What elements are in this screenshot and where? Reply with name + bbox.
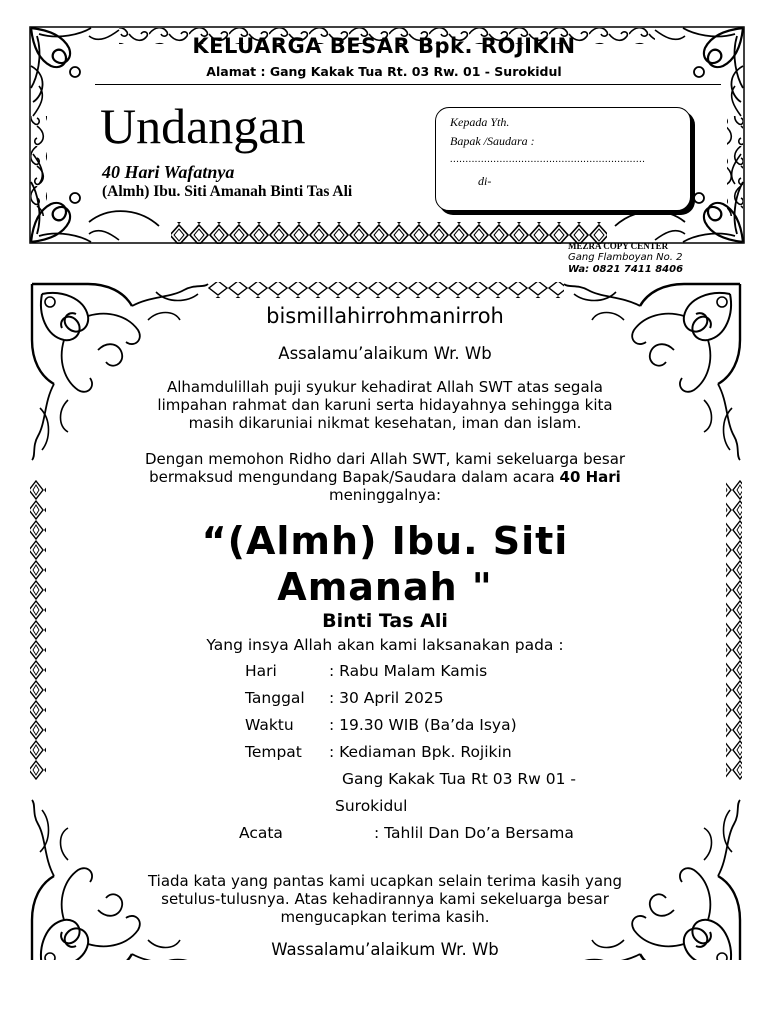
place-address-line: Gang Kakak Tua Rt 03 Rw 01 -	[342, 770, 576, 788]
invitation-line	[95, 468, 675, 486]
closing-line: Tiada kata yang pantas kami ucapkan selain terima kasih yang	[147, 872, 623, 890]
family-name-heading: KELUARGA BESAR Bpk. ROJIKIN	[192, 34, 576, 58]
time-value: : 19.30 WIB (Ba’da Isya)	[329, 716, 517, 734]
place-value: : Kediaman Bpk. Rojikin	[329, 743, 512, 761]
family-address: Alamat : Gang Kakak Tua Rt. 03 Rw. 01 - Surokidul	[206, 64, 562, 79]
gratitude-paragraph	[95, 378, 675, 432]
recipient-blank-line: ...............................................................	[450, 154, 646, 165]
page-bottom-margin	[0, 960, 768, 1024]
invitation-line-text: bermaksud mengundang Bapak/Saudara dalam acara	[149, 468, 560, 486]
schedule-intro: Yang insya Allah akan kami laksanakan pada :	[206, 636, 564, 654]
closing-greeting: Wassalamu’alaikum Wr. Wb	[271, 940, 499, 959]
recipient-greeting: Kepada Yth.	[450, 115, 510, 129]
time-label: Waktu	[245, 716, 294, 734]
agenda-label: Acata	[239, 824, 283, 842]
date-label: Tanggal	[245, 689, 305, 707]
gratitude-line: limpahan rahmat dan karuni serta hidayahnya sehingga kita	[157, 396, 613, 414]
invitation-title: Undangan	[100, 98, 306, 154]
printer-name: MEZRA COPY CENTER	[568, 241, 669, 251]
printer-phone: Wa: 0821 7411 8406	[568, 264, 684, 275]
place-address-line: Surokidul	[335, 797, 408, 815]
date-value: : 30 April 2025	[329, 689, 444, 707]
day-value: : Rabu Malam Kamis	[329, 662, 488, 680]
deceased-name-line: “(Almh) Ibu. Siti	[201, 519, 569, 563]
closing-line: setulus-tulusnya. Atas kehadirannya kami sekeluarga besar	[161, 890, 609, 908]
closing-line: mengucapkan terima kasih.	[280, 908, 490, 926]
opening-greeting: Assalamu’alaikum Wr. Wb	[278, 344, 492, 363]
printer-address: Gang Flamboyan No. 2	[568, 252, 683, 263]
agenda-value: : Tahlil Dan Do’a Bersama	[374, 824, 574, 842]
recipient-address-box	[435, 107, 691, 211]
deceased-name	[95, 518, 675, 610]
event-name-bold: 40 Hari	[559, 468, 621, 486]
day-label: Hari	[245, 662, 277, 680]
diamond-chain-icon	[208, 282, 564, 298]
deceased-name-short: (Almh) Ibu. Siti Amanah Binti Tas Ali	[102, 183, 353, 200]
place-label: Tempat	[245, 743, 302, 761]
header-divider	[95, 84, 721, 85]
closing-paragraph	[95, 872, 675, 926]
event-subtitle: 40 Hari Wafatnya	[102, 162, 235, 182]
invitation-line: Dengan memohon Ridho dari Allah SWT, kami sekeluarga besar	[144, 450, 626, 468]
deceased-name-line: Amanah "	[277, 565, 493, 609]
recipient-location-label: di-	[478, 174, 492, 188]
recipient-label: Bapak /Saudara :	[450, 134, 535, 148]
gratitude-line: masih dikaruniai nikmat kesehatan, iman dan islam.	[188, 414, 582, 432]
opening-basmalah: bismillahirrohmanirroh	[266, 304, 504, 328]
invitation-paragraph	[95, 450, 675, 504]
gratitude-line: Alhamdulillah puji syukur kehadirat Allah SWT atas segala	[167, 378, 603, 396]
invitation-line: meninggalnya:	[328, 486, 442, 504]
printer-credit	[568, 240, 683, 276]
deceased-lineage: Binti Tas Ali	[322, 610, 448, 632]
